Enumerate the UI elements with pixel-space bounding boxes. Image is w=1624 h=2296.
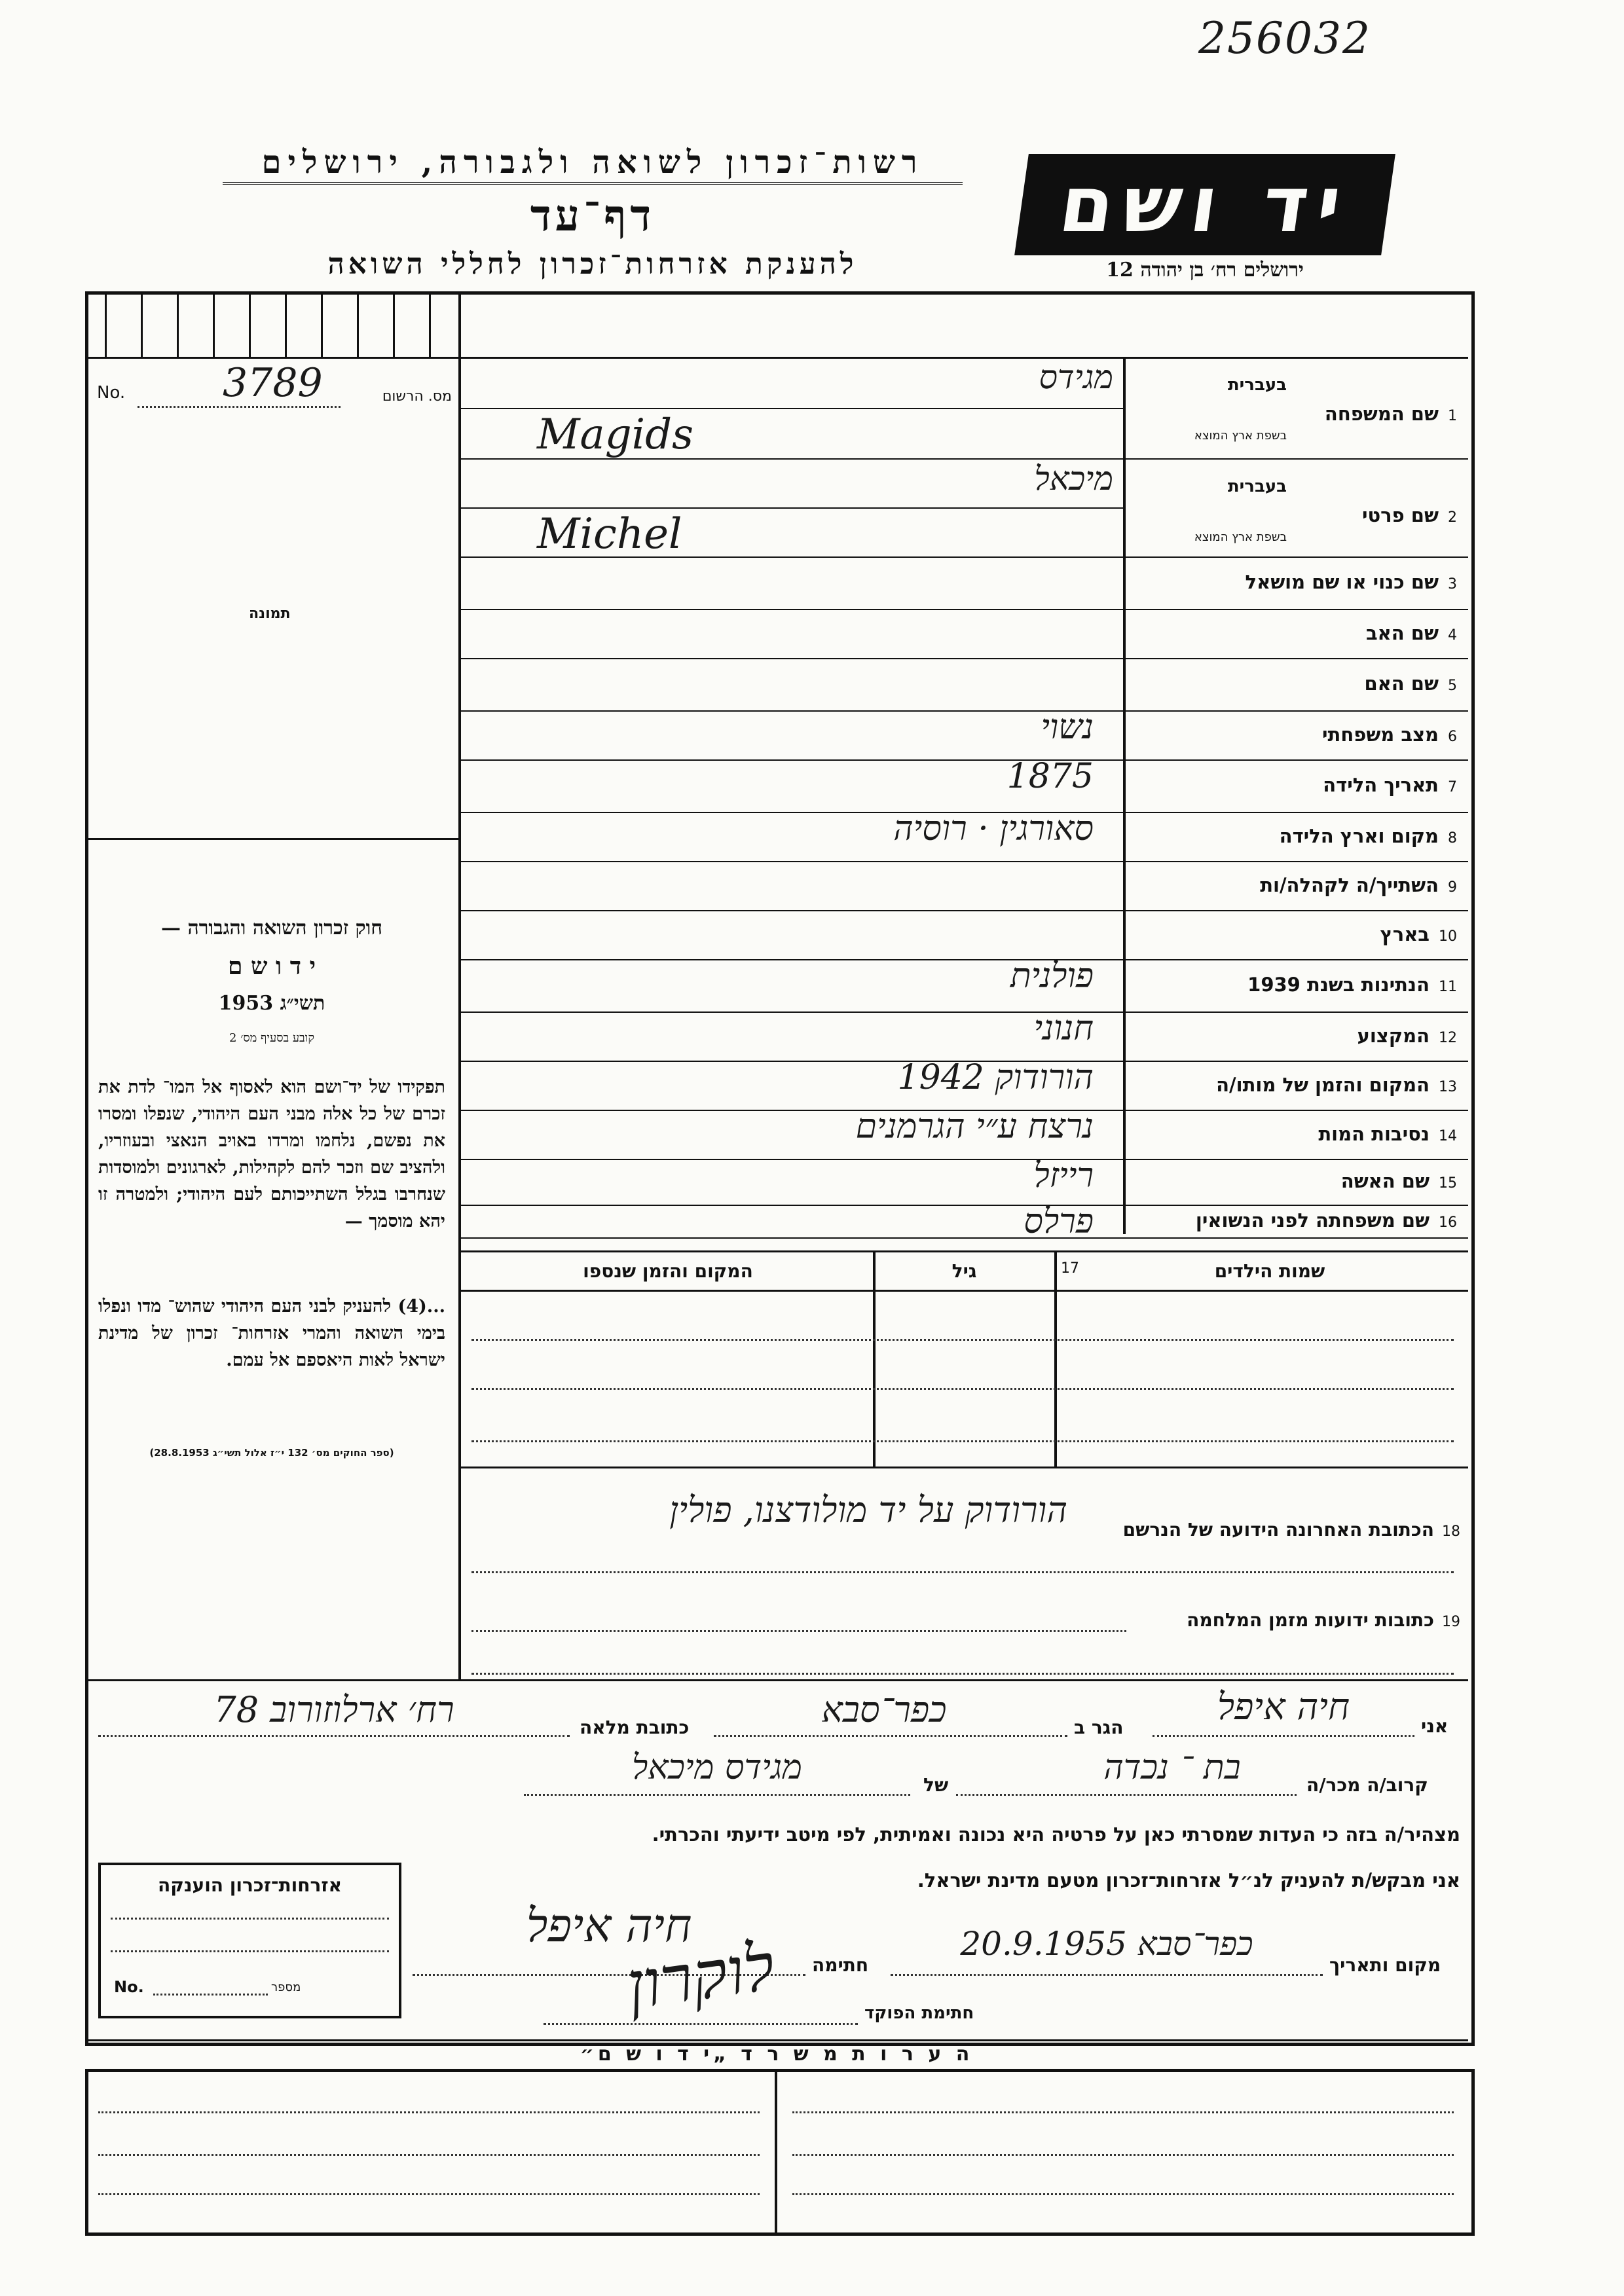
field-value-local: Michel	[537, 510, 682, 558]
signature-label: חתימה	[812, 1954, 869, 1976]
field-sub-local: בשפת ארץ המוצא	[1194, 429, 1287, 443]
field-label-text: המקצוע	[1357, 1024, 1430, 1047]
field-label	[1130, 723, 1457, 746]
field-number: 3	[1448, 576, 1457, 592]
field-label-text: תאריך הלידה	[1323, 774, 1439, 796]
officer-signature: לוקרון	[621, 1927, 780, 2025]
field-label	[1130, 874, 1457, 896]
field-label	[1130, 1209, 1457, 1231]
field-value: 1875	[1006, 757, 1094, 796]
notes-line	[98, 2193, 760, 2195]
field-label	[1130, 504, 1457, 526]
declarant-name: חיה איפל	[1217, 1686, 1350, 1728]
field-label-text: שם המשפחה	[1324, 403, 1439, 425]
field-label	[1130, 774, 1457, 796]
field-label	[1130, 672, 1457, 695]
field-number: 8	[1448, 829, 1457, 847]
form-subtitle: להענקת אזרחות־זכרון לחללי השואה	[327, 247, 858, 281]
office-notes-frame	[85, 2069, 1475, 2236]
field-number: 11	[1439, 979, 1457, 995]
strip-divider	[249, 291, 251, 357]
law-name: י ד ו ש ם	[227, 953, 316, 980]
law-paragraph-1: תפקידו של יד־ושם הוא לאסוף אל המו־ לדת את זכרם של כל אלה מבני העם היהודי, שנפלו ומסרו את נפשם, נלחמו ומרדו באויב הנאצי ובעוזריו, ולהציב שם וזכר להם לקהילות, לארגונים ולמוסדות שנחרבו בגלל השתייכותם לעם היהודי; ולמטרה זו יהא מוסמך —	[98, 1077, 445, 1231]
field-label-text: שם פרטי	[1361, 504, 1439, 526]
registration-number: 3789	[223, 360, 323, 406]
registration-no-label: No.	[97, 383, 126, 403]
field-number: 16	[1439, 1214, 1457, 1231]
field-label-text: מצב משפחתי	[1321, 723, 1439, 746]
declarant-lives-in: כפר־סבא	[821, 1689, 947, 1730]
field-label-text: שם האב	[1365, 621, 1439, 644]
field-label	[1130, 1123, 1457, 1145]
field-value: חנוני	[1033, 1009, 1094, 1048]
children-row-line	[471, 1339, 1454, 1341]
declarant-of-label: של	[923, 1774, 949, 1796]
children-col-age: גיל	[951, 1260, 977, 1282]
declarant-relation: בת ־ נכדה	[1103, 1748, 1241, 1787]
photo-label: תמונה	[249, 606, 291, 622]
field-value: נרצח ע״י הגרמנים	[855, 1107, 1094, 1146]
notes-line	[98, 2154, 760, 2156]
field-label-text: שם האשה	[1340, 1170, 1430, 1192]
strip-divider	[429, 291, 431, 357]
children-row-line	[471, 1388, 1454, 1390]
wartime-address-number: 19	[1442, 1614, 1460, 1630]
field-label-text: נסיבות המות	[1318, 1122, 1430, 1145]
field-label	[1130, 1074, 1457, 1096]
field-number: 14	[1439, 1127, 1457, 1144]
wartime-address-label-text: כתובות ידועות מזמן המלחמה	[1187, 1609, 1434, 1631]
law-source: (ספר החוקים מס׳ 132 י״ז אלול תשי״ג 28.8.1953)	[149, 1447, 394, 1459]
field-label-text: שם משפחתה לפני הנשואין	[1195, 1209, 1430, 1231]
authority-title: רשות־זכרון לשואה ולגבורה, ירושלים	[223, 144, 963, 185]
field-sub-hebrew: בעברית	[1227, 375, 1287, 395]
field-sub-divider	[458, 507, 1123, 509]
field-number: 6	[1448, 728, 1457, 745]
field-number: 2	[1448, 509, 1457, 526]
field-label	[1130, 571, 1457, 593]
field-sub-local: בשפת ארץ המוצא	[1194, 530, 1287, 544]
field-value-hebrew: מיכאל	[1034, 460, 1113, 498]
strip-divider	[321, 291, 323, 357]
field-label	[1130, 403, 1457, 425]
children-col-place: המקום והזמן שנספו	[583, 1260, 753, 1282]
law-title: חוק זכרון השואה והגבורה —	[161, 917, 382, 939]
wartime-address-label	[1061, 1609, 1460, 1631]
law-section-ref: קובע בסעיף מס׳ 2	[229, 1031, 314, 1045]
field-value-local: Magids	[537, 410, 693, 459]
notes-line	[792, 2111, 1454, 2113]
notes-line	[792, 2154, 1454, 2156]
declarant-relative-label: קרוב/ה מכר/ה	[1306, 1774, 1428, 1796]
field-number: 9	[1448, 879, 1457, 896]
strip-divider	[105, 291, 107, 357]
declarant-ani: אני	[1421, 1715, 1449, 1737]
children-col-names	[1061, 1260, 1460, 1282]
field-label-text: השתייך/ה לקהלה/ות	[1260, 873, 1439, 896]
field-sub-divider	[458, 408, 1123, 409]
law-paragraph-2: ...(4) להעניק לבני העם היהודי שהוש־ מדו ונפלו בימי השואה והמרי אזרחות־ זכרון של מדינת ישראל לאות היאספם אל עמם.	[98, 1296, 445, 1370]
field-number: 7	[1448, 779, 1457, 795]
place-date-value: כפר־סבא 20.9.1955	[960, 1925, 1253, 1963]
field-value: הורודוק 1942	[897, 1058, 1094, 1097]
field-value-hebrew: מגידס	[1039, 358, 1113, 396]
field-label-text: מקום וארץ הלידה	[1279, 824, 1439, 847]
field-label-text: המקום והזמן של מותו/ה	[1216, 1073, 1430, 1096]
law-year: תשי״ג 1953	[218, 992, 325, 1015]
declarant-address: רח׳ ארלוזורוב 78	[213, 1689, 454, 1730]
signature-value: חיה איפל	[526, 1899, 692, 1952]
strip-divider	[357, 291, 359, 357]
field-sub-hebrew: בעברית	[1227, 477, 1287, 496]
logo-address: ירושלים רח׳ בן יהודה 12	[1106, 259, 1304, 282]
strip-divider	[285, 291, 287, 357]
field-label	[1130, 1170, 1457, 1192]
field-number: 5	[1448, 678, 1457, 694]
field-number: 13	[1439, 1078, 1457, 1095]
strip-divider	[177, 291, 179, 357]
field-label-text: הנתינות בשנת 1939	[1247, 974, 1430, 996]
notes-line	[792, 2193, 1454, 2195]
field-number: 4	[1448, 627, 1457, 644]
field-label	[1130, 622, 1457, 644]
notes-line	[98, 2111, 760, 2113]
field-row-divider	[458, 609, 1468, 610]
field-row-divider	[458, 910, 1468, 911]
registration-label: מס. הרשום	[382, 388, 452, 405]
field-row-divider	[458, 861, 1468, 862]
last-address-number: 18	[1442, 1523, 1460, 1540]
last-address-label	[1061, 1519, 1460, 1540]
field-value: נשוי	[1041, 708, 1094, 747]
logo-text: יד ושם	[1054, 159, 1356, 249]
officer-signature-label: חתימת הפוקד	[864, 2003, 974, 2023]
citizenship-box-no: No.	[114, 1978, 144, 1996]
last-address-label-text: הכתובת האחרונה הידועה של הנרשם	[1122, 1519, 1434, 1540]
field-value: פרלס	[1024, 1202, 1094, 1241]
declarant-statement-2: אני מבקש/ת להעניק לנ״ל אזרחות־זכרון מטעם מדינת ישראל.	[917, 1869, 1460, 1891]
field-label-text: שם כנוי או שם מושאל	[1245, 571, 1439, 593]
field-number: 1	[1448, 408, 1457, 424]
field-label-text: שם האם	[1364, 672, 1439, 695]
field-label-text: בארץ	[1380, 922, 1430, 945]
field-label	[1130, 923, 1457, 945]
field-row-divider	[458, 658, 1468, 659]
declarant-lives-in-label: הגר ב	[1074, 1717, 1124, 1738]
strip-divider	[141, 291, 143, 357]
yad-vashem-logo	[1014, 154, 1395, 255]
citizenship-box-number-label: מספר	[271, 1980, 301, 1994]
last-address-value: הורודוק על יד מולודצנו, פולין	[669, 1489, 1067, 1531]
children-row-number: 17	[1061, 1260, 1079, 1277]
field-label	[1130, 825, 1457, 847]
citizenship-box-title: אזרחות־זכרון הוענקה	[158, 1874, 342, 1896]
field-value: סאורגין · רוסיה	[893, 809, 1094, 848]
declarant-statement-1: מצהיר/ה בזה כי העדות שמסרתי כאן על פרטיה היא נכונה ואמיתית, לפי מיטב ידיעתי והכרתי.	[652, 1823, 1460, 1846]
declarant-address-label: כתובת מלאה	[580, 1717, 690, 1738]
field-value: פולנית	[1010, 957, 1094, 996]
field-number: 12	[1439, 1029, 1457, 1046]
field-label	[1130, 1025, 1457, 1047]
children-row-line	[471, 1440, 1454, 1442]
children-col-names-label: שמות הילדים	[1214, 1260, 1325, 1282]
office-notes-title: ה ע ר ו ת מ ש ר ד „י ד ו ש ם״	[580, 2043, 974, 2066]
field-number: 15	[1439, 1175, 1457, 1192]
declarant-of-name: מגידס מיכאל	[632, 1748, 802, 1787]
strip-divider	[213, 291, 215, 357]
place-date-label: מקום ותאריך	[1329, 1954, 1441, 1976]
field-number: 10	[1439, 928, 1457, 945]
form-title: דף־עד	[530, 190, 655, 241]
field-value: רייזל	[1033, 1156, 1094, 1195]
archive-number: 256032	[1198, 13, 1371, 64]
strip-divider	[393, 291, 395, 357]
citizenship-box	[98, 1863, 401, 2018]
field-label	[1130, 974, 1457, 996]
